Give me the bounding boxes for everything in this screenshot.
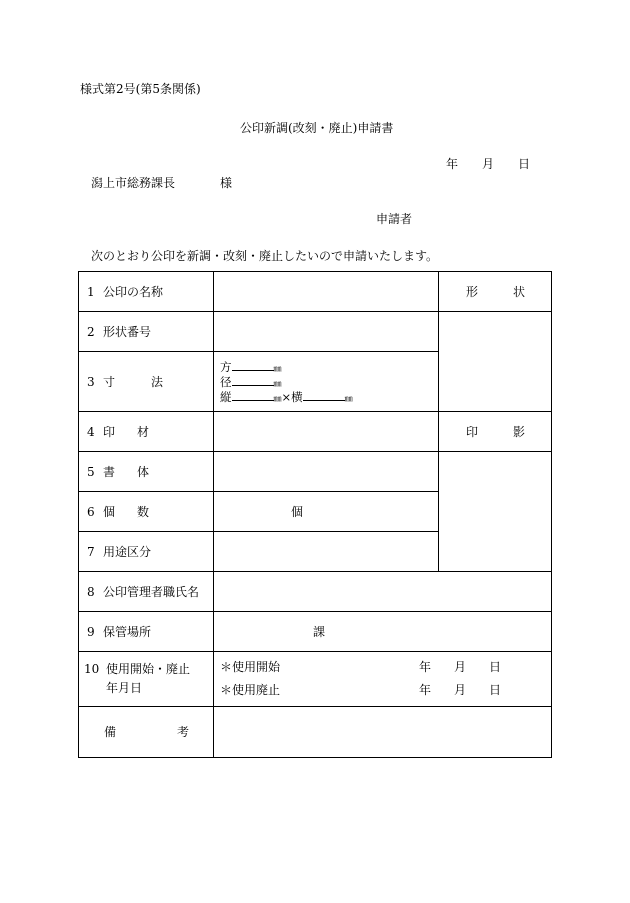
dim-times-label: ×横 [281, 390, 303, 404]
quantity-unit: 個 [291, 505, 304, 519]
row8-number: 8 [87, 585, 95, 599]
seal-impression-label-a: 印 [466, 425, 479, 439]
typeface-field[interactable] [214, 452, 438, 491]
quantity-field[interactable] [214, 492, 438, 531]
row10-number: 10 [84, 662, 100, 676]
row3-label-b: 法 [151, 375, 164, 389]
row7-number: 7 [87, 545, 95, 559]
seal-material-field[interactable] [214, 412, 438, 451]
date-year: 年 [446, 157, 459, 171]
date-month: 月 [482, 157, 495, 171]
dim-unit: ㎜ [273, 379, 282, 388]
use-start-day[interactable]: 日 [489, 660, 502, 674]
remarks-label-b: 考 [177, 725, 190, 739]
form-number: 様式第2号(第5条関係) [80, 82, 201, 96]
row3-number: 3 [87, 375, 95, 389]
dim-vertical-blank[interactable] [232, 389, 274, 401]
row10-label-a: 使用開始・廃止 [106, 662, 191, 676]
row8-label: 公印管理者職氏名 [103, 585, 200, 599]
date-day: 日 [518, 157, 531, 171]
shape-number-field[interactable] [214, 312, 438, 351]
form-title: 公印新調(改刻・廃止)申請書 [240, 121, 394, 135]
row9-number: 9 [87, 625, 95, 639]
seal-impression-area[interactable] [439, 452, 551, 571]
dim-diameter-label: 径 [220, 375, 232, 389]
shape-label-a: 形 [466, 285, 479, 299]
row2-number: 2 [87, 325, 95, 339]
row4-label-b: 材 [137, 425, 150, 439]
row6-label-b: 数 [137, 505, 150, 519]
addressee-suffix: 様 [220, 176, 233, 190]
seal-manager-field[interactable] [214, 572, 551, 611]
row4-label-a: 印 [103, 425, 116, 439]
row5-number: 5 [87, 465, 95, 479]
use-end-month[interactable]: 月 [454, 683, 467, 697]
dim-vh-line[interactable] [220, 389, 353, 406]
addressee: 潟上市総務課長 [91, 176, 176, 190]
row6-label-a: 個 [103, 505, 116, 519]
dim-square-label: 方 [220, 360, 232, 374]
dim-unit: ㎜ [273, 394, 282, 403]
row4-number: 4 [87, 425, 95, 439]
row5-label-b: 体 [137, 465, 150, 479]
use-end-day[interactable]: 日 [489, 683, 502, 697]
use-end-label: ＊使用廃止 [220, 683, 281, 697]
dim-vertical-label: 縦 [220, 390, 232, 404]
storage-location-field[interactable] [214, 612, 551, 651]
usage-category-field[interactable] [214, 532, 438, 571]
row7-label: 用途区分 [103, 545, 152, 559]
row1-label: 公印の名称 [103, 285, 164, 299]
row1-number: 1 [87, 285, 95, 299]
dim-unit: ㎜ [273, 364, 282, 373]
dim-unit: ㎜ [344, 394, 353, 403]
use-start-month[interactable]: 月 [454, 660, 467, 674]
shape-label-b: 状 [513, 285, 526, 299]
storage-unit: 課 [313, 625, 326, 639]
row5-label-a: 書 [103, 465, 116, 479]
seal-name-field[interactable] [214, 272, 438, 311]
dim-square-blank[interactable] [232, 359, 274, 371]
shape-drawing-area[interactable] [439, 312, 551, 411]
remarks-field[interactable] [214, 707, 551, 757]
use-end-year[interactable]: 年 [419, 683, 432, 697]
dim-horizontal-blank[interactable] [303, 389, 345, 401]
remarks-label-a: 備 [104, 725, 117, 739]
intro-text: 次のとおり公印を新調・改刻・廃止したいので申請いたします。 [91, 249, 439, 263]
row2-label: 形状番号 [103, 325, 152, 339]
dim-diameter-blank[interactable] [232, 374, 274, 386]
row10-label-b: 年月日 [106, 681, 143, 695]
seal-impression-label-b: 影 [513, 425, 526, 439]
use-start-year[interactable]: 年 [419, 660, 432, 674]
row6-number: 6 [87, 505, 95, 519]
row9-label: 保管場所 [103, 625, 152, 639]
row3-label-a: 寸 [103, 375, 116, 389]
applicant-label: 申請者 [376, 212, 413, 226]
use-start-label: ＊使用開始 [220, 660, 281, 674]
